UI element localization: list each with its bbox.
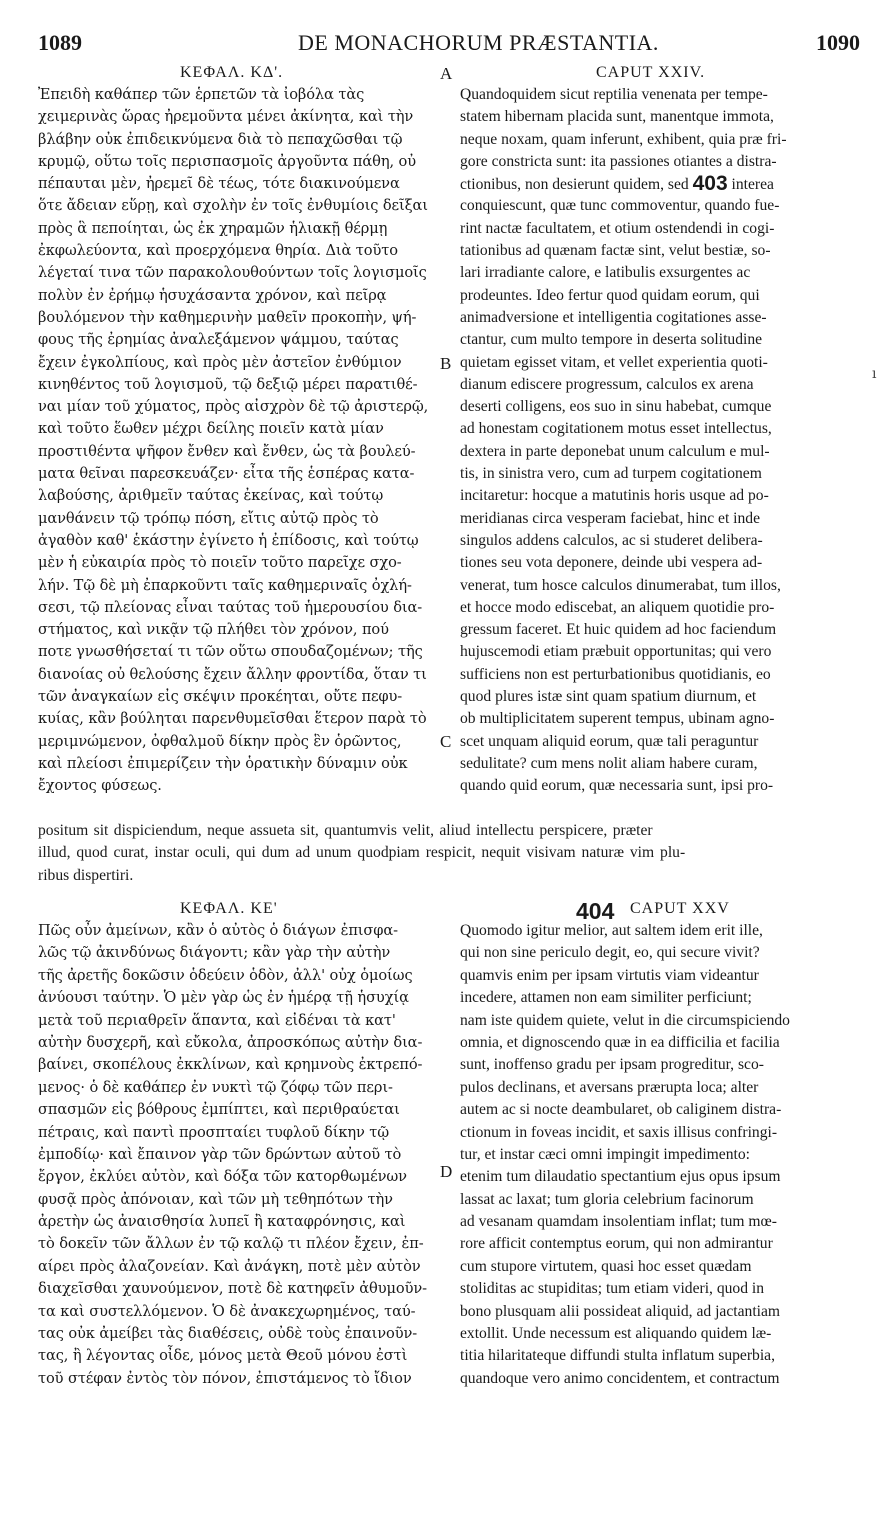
latin-line: ctantur, cum multo tempore in deserta solitudine <box>460 331 763 349</box>
latin-line: omnia, et dignoscendo quæ in ea difficilia et facilia <box>460 1033 780 1051</box>
greek-line: βαίνει, σκοπέλους ἐκκλίνων, καὶ κρημνοὺς ἐκτρεπό- <box>38 1056 423 1074</box>
latin-line: bono plusquam alii possideat aliquid, ad jactantiam <box>460 1302 781 1320</box>
greek-line: τῆς ἀρετῆς δοκῶσιν ὁδεύειν ὁδὸν, ἀλλ' οὐχ ὁμοίως <box>38 966 413 984</box>
greek-line: βουλόμενον τὴν καθημερινὴν μαθεῖν προκοπὴν, ψή- <box>38 308 417 326</box>
greek-line: βλάβην οὐκ ἐπιδεικνύμενα διὰ τὸ πεπαχῶσθαι τῷ <box>38 130 403 148</box>
latin-line: sunt, inoffenso gradu per ipsam progreditur, sco- <box>460 1056 764 1074</box>
greek-line: ὅτε ἄδειαν εὕρῃ, καὶ σχολὴν ἐν τοῖς ἐνθυμίοις δεῖξαι <box>38 197 428 215</box>
latin-line: cum stupore virtutem, quasi hoc esset quædam <box>460 1257 752 1275</box>
latin-line: gore constricta sunt: ita passiones otiantes a distra- <box>460 152 777 170</box>
latin-line: autem ac si nocte deambularet, ob caliginem distra- <box>460 1101 782 1119</box>
latin-line: rore afficit contemptus eorum, qui non admirantur <box>460 1235 773 1253</box>
latin-line: dianum ediscere progressum, calculos ex arena <box>460 375 754 393</box>
latin-line: quandoque vero animo concidentem, et contractum <box>460 1369 780 1387</box>
latin-line: conquiescunt, quæ tunc commoventur, quando fue- <box>460 197 780 215</box>
latin-line: etenim tum dilaudatio spectantium ejus opus ipsum <box>460 1168 781 1186</box>
latin-line: et hocce modo ediscebat, an aliquem quotidie pro- <box>460 598 775 616</box>
page-number-left: 1089 <box>38 30 82 55</box>
latin-line: quando quid eorum, quæ necessaria sunt, ipsi pro- <box>460 777 774 795</box>
greek-line: μεριμνώμενον, ὀφθαλμοῦ δίκην πρὸς ἓν ὁρῶντος, <box>38 732 402 750</box>
greek-chapter-heading-24: ΚΕΦΑΛ. ΚΔ'. <box>180 64 284 81</box>
latin-line: ctionum in foveas incidit, et saxis illisus confringi- <box>460 1123 778 1141</box>
greek-line: ἔργον, ἐκλύει αὐτὸν, καὶ δόξα τῶν κατορθωμένων <box>38 1168 407 1186</box>
latin-line: deserti colligens, eos suo in sinu habebat, cumque <box>460 398 772 416</box>
greek-line: λέγεταί τινα τῶν παρακολουθούντων τοῖς λογισμοῖς <box>38 264 427 282</box>
latin-line: positum sit dispiciendum, neque assueta sit, quantumvis velit, aliud intellectu perspicere, præter <box>38 822 653 839</box>
greek-line: ἔχοντος φύσεως. <box>38 777 162 795</box>
latin-line: extollit. Unde necessum est aliquando quidem læ- <box>460 1325 772 1343</box>
greek-line: μανθάνειν τῷ τρόπῳ πόση, εἴτις αὐτῷ πρὸς τὸ <box>38 509 379 527</box>
latin-line: incedere, attamen non eam similiter perficiunt; <box>460 989 752 1007</box>
latin-chapter-heading-24: CAPUT XXIV. <box>596 64 706 81</box>
latin-line: Quomodo igitur melior, aut saltem idem erit ille, <box>460 922 763 939</box>
latin-line: venerat, tum hosce calculos dinumerabat, tum illos, <box>460 576 781 594</box>
latin-line: prodeuntes. Ideo fertur quod quidam eorum, qui <box>460 286 760 304</box>
greek-text-column-1 <box>38 84 438 798</box>
latin-line: statem hibernam placida sunt, manentque immota, <box>460 108 774 126</box>
greek-line: ναι μίαν τοῦ χύματος, πρὸς αἰσχρὸν δὲ τῷ ἀριστερῷ, <box>38 398 429 416</box>
latin-line: stoliditas ac stupiditas; tum etiam videri, quod in <box>460 1280 765 1298</box>
greek-line: διαχεῖσθαι χαυνούμενον, ποτὲ δὲ κατηφεῖν ἀθυμοῦν- <box>38 1280 427 1298</box>
latin-line: meridianas circa vesperam faciebat, hinc et inde <box>460 509 761 527</box>
latin-line: qui non sine periculo degit, eo, qui secure vivit? <box>460 944 760 962</box>
greek-line: ματα θεῖναι παρεσκευάζεν· εἶτα τῆς ἑσπέρας κατα- <box>38 465 415 483</box>
latin-line: nam iste quidem quiete, velut in die circumspiciendo <box>460 1011 790 1029</box>
latin-line: tis, in sinistra vero, cum ad turpem cogitationem <box>460 465 762 483</box>
column-marker-b: B <box>440 354 452 373</box>
greek-line: μετὰ τοῦ περιαθρεῖν ἅπαντα, καὶ εἰδέναι τὰ κατ' <box>38 1011 396 1029</box>
latin-line-text: ctionibus, non desierunt quidem, sed <box>460 176 689 194</box>
greek-line: τοῦ στέφαν ἐντὸς τὸν πόνον, ἐπιστάμενος τὸ ἴδιον <box>38 1369 412 1387</box>
greek-line: φους τῆς ἐρημίας ἀναλεξάμενον ψάμμου, ταύτας <box>38 331 399 349</box>
latin-line: rint nactæ facultatem, et otium ostendendi in cogi- <box>460 219 775 237</box>
latin-fullwidth-continuation <box>38 820 862 887</box>
latin-line: illud, quod curat, instar oculi, qui dum ad unum quodpiam respicit, nequit visivam naturæ vim plu- <box>38 844 686 862</box>
greek-line: στήματος, καὶ νικᾷν τῷ πλήθει τὸν χρόνον, πού <box>38 621 389 639</box>
greek-line: αίρει πρὸς ἀλαζονείαν. Καὶ ἀνάγκη, ποτὲ μὲν αὐτὸν <box>38 1257 421 1275</box>
latin-line: ribus dispertiri. <box>38 866 134 884</box>
greek-line: λῶς τῷ ἀκινδύνως διάγοντι; κἂν γὰρ τὴν αὐτὴν <box>38 944 391 962</box>
latin-line: ad honestam cogitationem motus esset intellectus, <box>460 420 772 438</box>
margin-mark: ı <box>872 366 877 382</box>
latin-line: quamvis enim per ipsam virtutis viam videantur <box>460 966 759 984</box>
greek-line: σπασμῶν εἰς βόθρους ἐμπίπτει, καὶ περιθραύεται <box>38 1101 400 1119</box>
greek-line: ἀνύουσι ταύτην. Ὁ μὲν γὰρ ὡς ἐν ἡμέρᾳ τῇ ἡσυχίᾳ <box>38 989 409 1007</box>
greek-line: διανοίας οὐ θελούσης ἔχειν ἄλλην φροντίδα, ὅταν τι <box>38 665 427 683</box>
latin-line: quietam egisset vitam, et vellet experientia quoti- <box>460 353 768 371</box>
greek-line: πολὺν ἐν ἐρήμῳ ἡσυχάσαντα χρόνον, καὶ πεῖρᾳ <box>38 286 387 304</box>
latin-line: Quandoquidem sicut reptilia venenata per tempe- <box>460 86 768 103</box>
latin-line: sedulitate? cum mens nolit aliam habere curam, <box>460 754 758 772</box>
latin-line: singulos addens calculos, ac si studeret delibera- <box>460 531 763 549</box>
greek-line: τα καὶ συστελλόμενον. Ὁ δὲ ἀνακεχωρημένος, ταύ- <box>38 1302 416 1320</box>
greek-line: πέπαυται μὲν, ἠρεμεῖ δὲ τέως, τότε διακινούμενα <box>38 175 400 193</box>
latin-line-tail: interea <box>731 176 774 194</box>
column-marker-c: C <box>440 732 452 751</box>
greek-line: μενος· ὁ δὲ καθάπερ ἐν νυκτὶ τῷ ζόφῳ τῶν περι- <box>38 1078 393 1096</box>
running-title: DE MONACHORUM PRÆSTANTIA. <box>298 30 659 55</box>
greek-line: μὲν ἡ εὐκαιρία πρὸς τὸ ποιεῖν τοῦτο παρεῖχε σχο- <box>38 554 402 572</box>
latin-line <box>460 173 860 195</box>
latin-chapter-heading-25: CAPUT XXV <box>630 900 730 917</box>
greek-chapter-heading-25: ΚΕΦΑΛ. ΚΕ' <box>180 900 278 917</box>
greek-line: Ἐπειδὴ καθάπερ τῶν ἑρπετῶν τὰ ἰοβόλα τὰς <box>38 86 365 103</box>
greek-line: λαβούσης, ἀριθμεῖν ταύτας ἐκείνας, καὶ τούτῳ <box>38 487 384 505</box>
greek-line: τὸ δοκεῖν τῶν ἄλλων ἐν τῷ καλῷ τι πλέον ἔχειν, ἐπ- <box>38 1235 424 1253</box>
latin-line: incitaretur: hocque a matutinis horis usque ad po- <box>460 487 769 505</box>
latin-line: sufficiens non est perturbationibus quotidianis, eo <box>460 665 771 683</box>
latin-line: gressum faceret. Et huic quidem ad hoc faciendum <box>460 621 777 639</box>
greek-line: λήν. Τῷ δὲ μὴ ἐπαρκοῦντι ταῖς καθημεριναῖς ὀχλή- <box>38 576 412 594</box>
latin-line: hujuscemodi etiam præbuit opportunitas; qui vero <box>460 643 772 661</box>
column-marker-a: A <box>440 64 453 83</box>
latin-line: ob multiplicitatem superent tempus, ubinam agno- <box>460 710 775 728</box>
greek-line: τῶν ἀναγκαίων εἰς σκέψιν προκέηται, οὔτε πεφυ- <box>38 688 403 706</box>
latin-line: neque noxam, quam inferunt, exhibent, quia præ fri- <box>460 130 787 148</box>
latin-line: pulos declinans, et aversans prærupta loca; alter <box>460 1078 759 1096</box>
latin-text-column-2 <box>460 920 860 1390</box>
greek-line: ἔχειν ἐγκολπίους, καὶ πρὸς μὲν ἀστεῖον ἐνθύμιον <box>38 353 402 371</box>
latin-line: scet unquam aliquid eorum, quæ tali peraguntur <box>460 732 759 750</box>
greek-line: ἐκφωλεύοντα, καὶ προερχόμενα θηρία. Διὰ τοῦτο <box>38 242 398 260</box>
greek-line: ἀγαθὸν καθ' ἑκάστην ἐγίνετο ἡ ἐπίδοσις, καὶ τούτῳ <box>38 531 419 549</box>
greek-line: ποτε γνωσθήσεταί τι τῶν οὕτω σπουδαζομένων; τῆς <box>38 643 423 661</box>
greek-line: προστιθέντα ψῆφον ἔνθεν καὶ ἔνθεν, ὡς τὰ βουλεύ- <box>38 442 416 460</box>
column-number-404: 404 <box>576 898 615 924</box>
latin-line: ad vesanam quamdam insolentiam inflat; tum mœ- <box>460 1213 777 1231</box>
latin-line: lari irradiante calore, e latibulis exsurgentes ac <box>460 264 751 282</box>
greek-line: φυσᾷ πρὸς ἀπόνοιαν, καὶ τῶν μὴ τεθηπότων τὴν <box>38 1190 393 1208</box>
greek-line: χειμερινὰς ὥρας ἠρεμοῦντα μένει ἀκίνητα, καὶ τὴν <box>38 108 414 126</box>
column-number-403: 403 <box>692 173 728 196</box>
latin-text-column-1 <box>460 84 860 798</box>
greek-line: τας, ἢ λέγοντας οἶδε, μόνος μετὰ Θεοῦ μόνου ἐστὶ <box>38 1347 408 1365</box>
greek-line: πέτραις, καὶ παντὶ προσπταίει τυφλοῦ δίκην τῷ <box>38 1123 390 1141</box>
greek-line: καὶ τοῦτο ἕωθεν μέχρι δείλης ποιεῖν κατὰ μίαν <box>38 420 384 438</box>
greek-line: καὶ πλείοσι ἐπιμερίζειν τὴν ὁρατικὴν δύναμιν οὐκ <box>38 754 408 772</box>
greek-line: σεσι, τῷ πλείονας εἶναι ταύτας τοῦ ἡμερουσίου δια- <box>38 598 423 616</box>
greek-line: ἐμποδίῳ· καὶ ἔπαινον γὰρ τῶν δρώντων αὐτοῦ τὸ <box>38 1145 402 1163</box>
greek-line: ἀρετὴν ὡς ἀναισθησία λυπεῖ ἢ καταφρόνησις, καὶ <box>38 1213 406 1231</box>
greek-line: τας οὐκ ἀμείβει τὰς διαθέσεις, οὐδὲ τοὺς ἐπαινοῦν- <box>38 1325 418 1343</box>
latin-line: tur, et instar cæci omni impingit impedimento: <box>460 1145 750 1163</box>
greek-line: πρὸς ἃ πεποίηται, ὡς ἐκ χηραμῶν ἡλιακῇ θέρμῃ <box>38 219 388 237</box>
latin-line: quod plures istæ sint quam spatium diurnum, et <box>460 688 757 706</box>
latin-line: lassat ac laxat; tum gloria celebrium facinorum <box>460 1190 754 1208</box>
greek-line: κυίας, κἂν βούληται παρενθυμεῖσθαι ἕτερον παρὰ τὸ <box>38 710 427 728</box>
latin-line: titia hilaritateque diffundi stulta inflatum superbia, <box>460 1347 775 1365</box>
latin-line: tationibus ad quænam factæ sint, velut bestiæ, so- <box>460 242 771 260</box>
page-number-right: 1090 <box>816 30 860 55</box>
greek-text-column-2 <box>38 920 438 1390</box>
latin-line: tiones seu vota deponere, deinde ubi vespera ad- <box>460 554 763 572</box>
column-marker-d: D <box>440 1162 453 1181</box>
greek-line: Πῶς οὖν ἀμείνων, κἂν ὁ αὐτὸς ὁ διάγων ἐπισφα- <box>38 922 398 939</box>
latin-line: animadversione et intelligentia cogitationes asse- <box>460 308 767 326</box>
greek-line: κινηθέντος τοῦ λογισμοῦ, τῷ δεξιῷ μέρει παρατιθέ- <box>38 375 418 393</box>
latin-line: dextera in parte deponebat unum calculum e mul- <box>460 442 770 460</box>
greek-line: αὐτὴν δυσχερῆ, καὶ εὔκολα, ἀπροσκόπως αὐτὴν δια- <box>38 1033 423 1051</box>
greek-line: κρυμῷ, οὕτω τοῖς περισπασμοῖς ἀργοῦντα πάθη, οὐ <box>38 152 416 170</box>
